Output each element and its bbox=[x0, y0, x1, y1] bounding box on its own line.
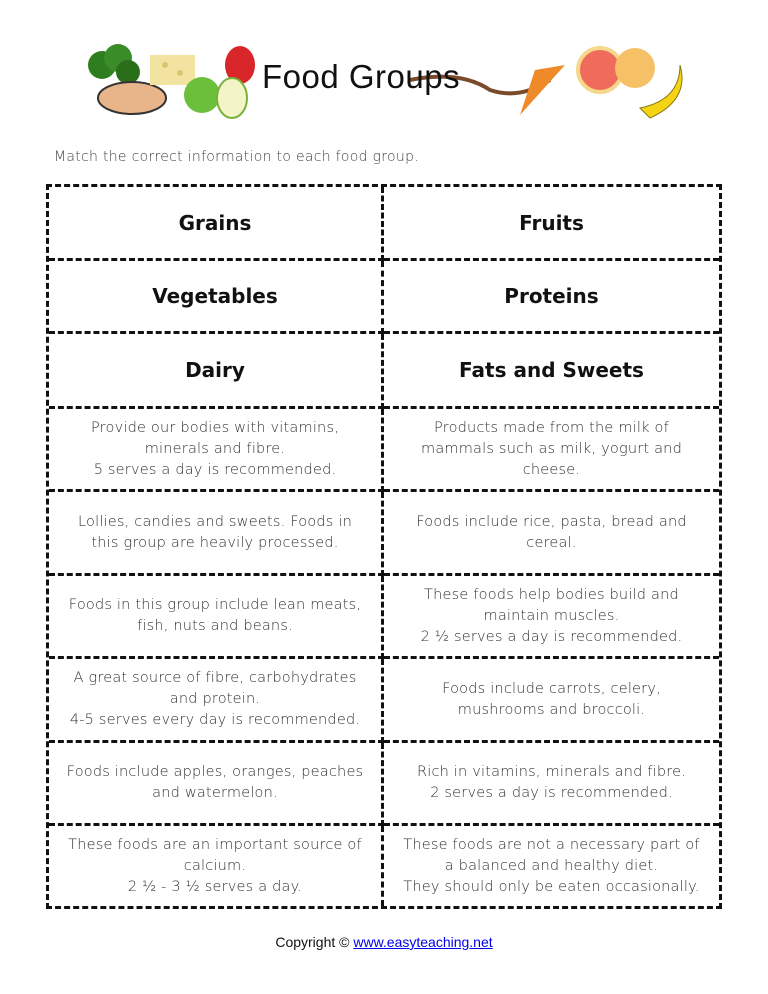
footer bbox=[0, 934, 768, 950]
matching-table bbox=[46, 184, 722, 909]
description-card: Foods include rice, pasta, bread and cereal. bbox=[384, 492, 719, 576]
instructions: Match the correct information to each food group. bbox=[54, 149, 420, 165]
food-group-card: Fruits bbox=[384, 187, 719, 261]
bread-icon bbox=[98, 82, 166, 114]
description-card: These foods help bodies build and maintain muscles. 2 ½ serves a day is recommended. bbox=[384, 576, 719, 659]
description-card: Products made from the milk of mammals such as milk, yogurt and cheese. bbox=[384, 409, 719, 492]
food-group-card: Proteins bbox=[384, 261, 719, 334]
food-group-card: Fats and Sweets bbox=[384, 334, 719, 409]
apple-icon bbox=[184, 77, 220, 113]
food-group-card: Vegetables bbox=[49, 261, 384, 334]
description-card: Rich in vitamins, minerals and fibre. 2 serves a day is recommended. bbox=[384, 743, 719, 826]
apple-half-icon bbox=[217, 78, 247, 118]
description-card: Lollies, candies and sweets. Foods in this group are heavily processed. bbox=[49, 492, 384, 576]
orange-icon bbox=[615, 48, 655, 88]
food-group-card: Grains bbox=[49, 187, 384, 261]
copyright-text: Copyright © bbox=[275, 934, 350, 950]
description-card: Foods include apples, oranges, peaches and watermelon. bbox=[49, 743, 384, 826]
broccoli-icon bbox=[88, 44, 140, 84]
food-group-card: Dairy bbox=[49, 334, 384, 409]
description-card: Provide our bodies with vitamins, minerals and fibre. 5 serves a day is recommended. bbox=[49, 409, 384, 492]
description-card: These foods are not a necessary part of a balanced and healthy diet. They should only be eaten occasionally. bbox=[403, 836, 700, 895]
description-card: These foods are an important source of calcium. 2 ½ - 3 ½ serves a day. bbox=[49, 826, 384, 906]
website-link[interactable]: www.easyteaching.net bbox=[353, 934, 493, 950]
description-card: Foods in this group include lean meats, fish, nuts and beans. bbox=[49, 576, 384, 659]
description-card: A great source of fibre, carbohydrates and protein. 4-5 serves every day is recommended. bbox=[49, 659, 384, 743]
page-title: Food Groups bbox=[262, 58, 461, 95]
cheese-icon bbox=[150, 55, 195, 85]
description-card: Foods include carrots, celery, mushrooms and broccoli. bbox=[384, 659, 719, 743]
